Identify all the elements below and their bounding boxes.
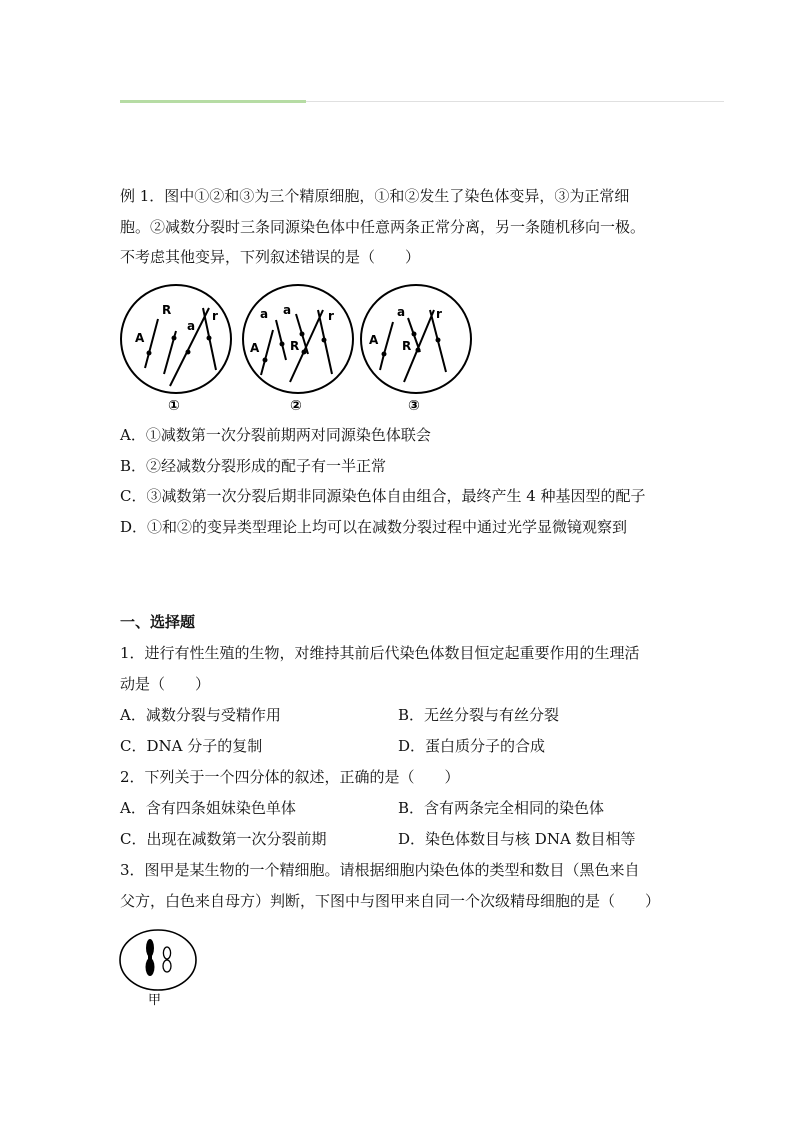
cell-2-gene-r: r xyxy=(328,309,334,323)
q1-stem-line-2: 动是（ ） xyxy=(120,675,211,693)
cell-2-gene-a-1: a xyxy=(260,307,269,321)
paternal-chromosome xyxy=(146,939,155,976)
q3-figure-label: 甲 xyxy=(148,993,162,1008)
cell-3-gene-r: r xyxy=(436,307,442,321)
cell-1-label: ① xyxy=(168,398,180,414)
q1-stem-line-1: 1．进行有性生殖的生物，对维持其前后代染色体数目恒定起重要作用的生理活 xyxy=(120,644,640,662)
cell-2-gene-R: R xyxy=(290,339,300,353)
cell-2 xyxy=(243,285,353,414)
cell-2-gene-a-2: a xyxy=(283,303,292,317)
cell-1-gene-r: r xyxy=(212,309,218,323)
example-option-b: B．②经减数分裂形成的配子有一半正常 xyxy=(120,457,387,475)
cells-figure xyxy=(118,282,478,416)
q3-figure xyxy=(118,926,202,1010)
q1-option-b: B．无丝分裂与有丝分裂 xyxy=(398,706,560,724)
header-accent-bar xyxy=(120,100,306,103)
cell-3 xyxy=(361,285,471,414)
example-line-2: 胞。②减数分裂时三条同源染色体中任意两条正常分离，另一条随机移向一极。 xyxy=(120,218,646,236)
q2-stem: 2．下列关于一个四分体的叙述，正确的是（ ） xyxy=(120,768,460,786)
cell-3-gene-a: a xyxy=(397,305,406,319)
example-line-1: 例 1．图中①②和③为三个精原细胞，①和②发生了染色体变异，③为正常细 xyxy=(120,187,630,205)
maternal-chromosome xyxy=(163,947,171,972)
example-option-d: D．①和②的变异类型理论上均可以在减数分裂过程中通过光学显微镜观察到 xyxy=(120,518,628,536)
example-option-a: A．①减数第一次分裂前期两对同源染色体联会 xyxy=(120,426,431,444)
q2-option-b: B．含有两条完全相同的染色体 xyxy=(398,799,605,817)
q2-option-c: C．出现在减数第一次分裂前期 xyxy=(120,830,327,848)
example-option-c: C．③减数第一次分裂后期非同源染色体自由组合，最终产生 4 种基因型的配子 xyxy=(120,487,646,505)
cell-1 xyxy=(121,285,231,414)
q2-option-a: A．含有四条姐妹染色单体 xyxy=(120,799,296,817)
cell-3-gene-A: A xyxy=(369,333,379,347)
cell-3-label: ③ xyxy=(408,398,420,414)
cell-3-gene-R: R xyxy=(402,339,412,353)
q1-option-d: D．蛋白质分子的合成 xyxy=(398,737,546,755)
cell-1-gene-a: a xyxy=(187,319,196,333)
cell-1-gene-R: R xyxy=(162,303,172,317)
cell-2-gene-A: A xyxy=(250,341,260,355)
q2-option-d: D．染色体数目与核 DNA 数目相等 xyxy=(398,830,636,848)
header-rule xyxy=(306,101,724,102)
section-title: 一、选择题 xyxy=(120,613,196,631)
cell-1-gene-A: A xyxy=(135,331,145,345)
q1-option-a: A．减数分裂与受精作用 xyxy=(120,706,281,724)
cell-2-label: ② xyxy=(290,398,302,414)
q3-stem-line-2: 父方，白色来自母方）判断，下图中与图甲来自同一个次级精母细胞的是（ ） xyxy=(120,892,661,910)
example-line-3: 不考虑其他变异，下列叙述错误的是（ ） xyxy=(120,248,421,266)
q3-stem-line-1: 3．图甲是某生物的一个精细胞。请根据细胞内染色体的类型和数目（黑色来自 xyxy=(120,861,640,879)
q1-option-c: C．DNA 分子的复制 xyxy=(120,737,263,755)
